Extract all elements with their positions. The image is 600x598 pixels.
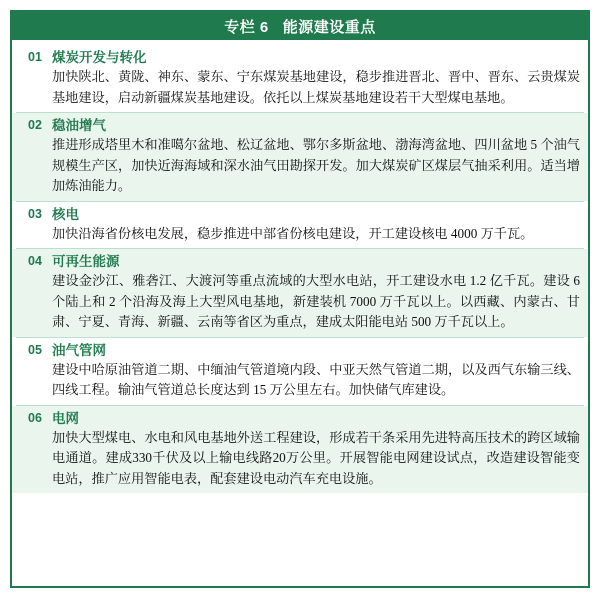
list-item xyxy=(12,202,588,249)
list-item xyxy=(12,406,588,494)
item-title: 电网 xyxy=(52,410,79,426)
item-text: 建设中哈原油管道二期、中缅油气管道境内段、中亚天然气管道二期，以及西气东输三线、四线工程。输油气管道总长度达到 15 万公里左右。加快储气库建设。 xyxy=(52,361,580,397)
item-number: 06 xyxy=(28,410,42,425)
box-title-bar xyxy=(12,12,588,40)
item-title: 稳油增气 xyxy=(52,118,106,133)
item-text: 加快大型煤电、水电和风电基地外送工程建设，形成若干条采用先进特高压技术的跨区域输电通道。建成330千伏及以上输电线路20万公里。开展智能电网建设试点，改造建设智能变电站，推广应用智能电表，配套建设电动汽车充电设施。 xyxy=(52,429,580,486)
item-text: 建设金沙江、雅砻江、大渡河等重点流域的大型水电站，开工建设水电 1.2 亿千瓦。建设 6 个陆上和 2 个沿海及海上大型风电基地，新建装机 7000 万千瓦以上。以西藏、内蒙古、甘肃、宁夏、青海、新疆、云南等省区为重点，建成太阳能电站 500 万千瓦以上。 xyxy=(52,273,580,329)
item-title: 煤炭开发与转化 xyxy=(52,50,147,65)
list-item xyxy=(12,45,588,112)
item-number: 04 xyxy=(28,254,42,268)
item-text: 加快陕北、黄陇、神东、蒙东、宁东煤炭基地建设，稳步推进晋北、晋中、晋东、云贵煤炭基地建设，启动新疆煤炭基地建设。依托以上煤炭基地建设若干大型煤电基地。 xyxy=(52,69,580,105)
item-title: 油气管网 xyxy=(52,342,106,358)
item-text: 推进形成塔里木和准噶尔盆地、松辽盆地、鄂尔多斯盆地、渤海湾盆地、四川盆地 5 个油气规模生产区，加快近海海域和深水油气田勘探开发。加大煤炭矿区煤层气抽采利用。适当增加炼油能力。 xyxy=(52,137,580,193)
item-number: 03 xyxy=(28,206,42,221)
box-number-label: 专栏 6 xyxy=(224,18,269,36)
box-title: 能源建设重点 xyxy=(282,18,376,36)
item-number: 05 xyxy=(28,342,42,357)
list-item xyxy=(12,113,588,201)
list-item xyxy=(12,338,588,405)
feature-box xyxy=(10,10,590,588)
item-number: 02 xyxy=(28,118,42,132)
item-number: 01 xyxy=(28,50,42,64)
list-item xyxy=(12,249,588,337)
item-title: 可再生能源 xyxy=(52,254,120,269)
item-title: 核电 xyxy=(52,206,79,222)
item-text: 加快沿海省份核电发展，稳步推进中部省份核电建设，开工建设核电 4000 万千瓦。 xyxy=(52,225,534,241)
box-content xyxy=(12,40,588,493)
